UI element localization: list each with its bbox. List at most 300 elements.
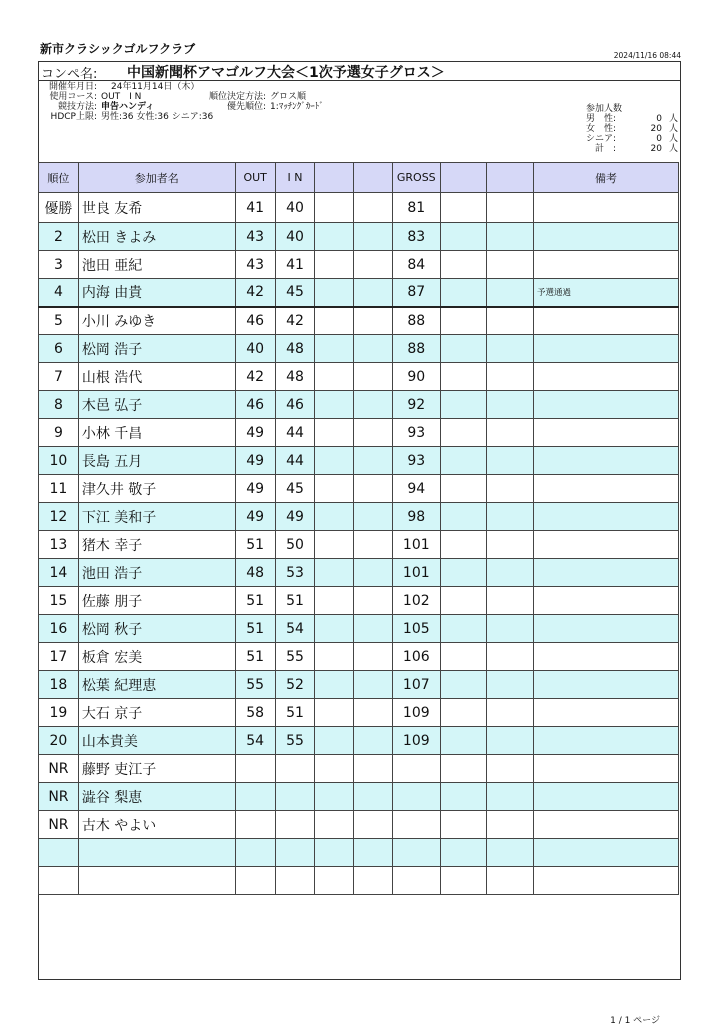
blank-cell	[487, 587, 534, 615]
blank-cell	[354, 615, 393, 643]
player-name-cell: 津久井 敬子	[78, 475, 235, 503]
blank-cell	[487, 559, 534, 587]
blank-cell	[354, 755, 393, 783]
remarks-cell	[533, 335, 678, 363]
player-name-cell: 板倉 宏美	[78, 643, 235, 671]
out-score-cell: 51	[235, 615, 275, 643]
count-label: 女 性:	[586, 124, 617, 134]
count-label: 計 :	[586, 144, 617, 154]
blank-cell	[315, 615, 354, 643]
gross-score-cell: 88	[392, 335, 440, 363]
blank-cell	[440, 783, 487, 811]
order-label: 順位決定方法:	[208, 92, 266, 102]
blank-cell	[354, 391, 393, 419]
player-name-cell: 佐藤 朋子	[78, 587, 235, 615]
in-score-cell: 48	[275, 335, 315, 363]
rank-cell: 13	[39, 531, 79, 559]
in-score-cell: 45	[275, 279, 315, 307]
gross-score-cell: 106	[392, 643, 440, 671]
blank-cell	[315, 193, 354, 223]
table-row	[39, 391, 679, 419]
blank-cell	[315, 419, 354, 447]
blank-cell	[440, 279, 487, 307]
table-row	[39, 867, 679, 895]
remarks-cell	[533, 643, 678, 671]
blank-cell	[487, 475, 534, 503]
blank-cell	[354, 503, 393, 531]
count-label: シニア:	[586, 134, 617, 144]
blank-cell	[487, 615, 534, 643]
remarks-cell	[533, 867, 678, 895]
blank-cell	[487, 811, 534, 839]
blank-cell	[440, 447, 487, 475]
player-name-cell: 池田 浩子	[78, 559, 235, 587]
rank-cell: 8	[39, 391, 79, 419]
course-value: OUT I N	[101, 92, 142, 102]
count-value: 20	[650, 144, 662, 154]
blank-cell	[440, 811, 487, 839]
remarks-cell	[533, 363, 678, 391]
blank-cell	[487, 783, 534, 811]
table-row	[39, 643, 679, 671]
blank-cell	[440, 223, 487, 251]
blank-cell	[440, 193, 487, 223]
out-score-cell: 55	[235, 671, 275, 699]
gross-score-cell: 105	[392, 615, 440, 643]
blank-cell	[315, 475, 354, 503]
column-header: GROSS	[392, 163, 440, 193]
blank-cell	[440, 251, 487, 279]
blank-cell	[487, 251, 534, 279]
in-score-cell: 50	[275, 531, 315, 559]
gross-score-cell: 92	[392, 391, 440, 419]
gross-score-cell: 88	[392, 307, 440, 335]
rank-cell	[39, 839, 79, 867]
blank-cell	[354, 223, 393, 251]
out-score-cell: 43	[235, 223, 275, 251]
remarks-cell	[533, 447, 678, 475]
blank-cell	[487, 307, 534, 335]
priority-label: 優先順位:	[226, 102, 266, 112]
out-score-cell: 49	[235, 475, 275, 503]
blank-cell	[315, 559, 354, 587]
gross-score-cell: 98	[392, 503, 440, 531]
count-row	[586, 114, 678, 124]
out-score-cell: 49	[235, 447, 275, 475]
blank-cell	[354, 811, 393, 839]
count-row	[586, 144, 678, 154]
gross-score-cell: 107	[392, 671, 440, 699]
count-label: 男 性:	[586, 114, 617, 124]
gross-score-cell: 84	[392, 251, 440, 279]
out-score-cell: 42	[235, 363, 275, 391]
column-header	[487, 163, 534, 193]
in-score-cell: 41	[275, 251, 315, 279]
blank-cell	[487, 363, 534, 391]
blank-cell	[315, 531, 354, 559]
gross-score-cell	[392, 867, 440, 895]
player-name-cell: 古木 やよい	[78, 811, 235, 839]
rank-cell: 10	[39, 447, 79, 475]
blank-cell	[440, 503, 487, 531]
out-score-cell: 51	[235, 587, 275, 615]
blank-cell	[354, 193, 393, 223]
gross-score-cell: 109	[392, 699, 440, 727]
remarks-cell	[533, 615, 678, 643]
blank-cell	[487, 671, 534, 699]
table-row	[39, 755, 679, 783]
gross-score-cell: 109	[392, 727, 440, 755]
blank-cell	[315, 811, 354, 839]
table-header-row	[39, 163, 679, 193]
player-name-cell: 大石 京子	[78, 699, 235, 727]
rank-cell: 優勝	[39, 193, 79, 223]
table-row	[39, 223, 679, 251]
in-score-cell	[275, 867, 315, 895]
blank-cell	[354, 279, 393, 307]
out-score-cell: 48	[235, 559, 275, 587]
blank-cell	[440, 475, 487, 503]
in-score-cell: 40	[275, 193, 315, 223]
blank-cell	[315, 391, 354, 419]
in-score-cell: 55	[275, 643, 315, 671]
player-name-cell: 藤野 吏江子	[78, 755, 235, 783]
rank-cell: 20	[39, 727, 79, 755]
blank-cell	[487, 531, 534, 559]
blank-cell	[354, 251, 393, 279]
remarks-cell	[533, 223, 678, 251]
blank-cell	[487, 503, 534, 531]
rank-cell: 3	[39, 251, 79, 279]
player-name-cell: 澁谷 梨恵	[78, 783, 235, 811]
counts-title: 参加人数	[586, 104, 623, 114]
out-score-cell: 42	[235, 279, 275, 307]
participant-counts	[586, 104, 678, 154]
blank-cell	[440, 531, 487, 559]
out-score-cell	[235, 867, 275, 895]
rank-cell: 2	[39, 223, 79, 251]
table-row	[39, 193, 679, 223]
remarks-cell	[533, 699, 678, 727]
date-value: 24年11月14日（木）	[111, 82, 200, 92]
blank-cell	[487, 643, 534, 671]
count-value: 20	[650, 124, 662, 134]
blank-cell	[487, 223, 534, 251]
out-score-cell: 51	[235, 531, 275, 559]
in-score-cell	[275, 839, 315, 867]
table-row	[39, 699, 679, 727]
order-value: グロス順	[270, 92, 307, 102]
table-row	[39, 251, 679, 279]
in-score-cell: 53	[275, 559, 315, 587]
blank-cell	[487, 755, 534, 783]
competition-name: 中国新聞杯アマゴルフ大会＜1次予選女子グロス＞	[127, 65, 445, 81]
blank-cell	[487, 699, 534, 727]
out-score-cell	[235, 755, 275, 783]
table-row	[39, 727, 679, 755]
blank-cell	[487, 193, 534, 223]
rank-cell: 16	[39, 615, 79, 643]
out-score-cell: 41	[235, 193, 275, 223]
remarks-cell	[533, 811, 678, 839]
event-info-right	[194, 92, 324, 112]
out-score-cell: 54	[235, 727, 275, 755]
remarks-cell	[533, 419, 678, 447]
remarks-cell: 予選通過	[533, 279, 678, 307]
blank-cell	[315, 503, 354, 531]
blank-cell	[315, 335, 354, 363]
table-row	[39, 279, 679, 307]
in-score-cell: 51	[275, 699, 315, 727]
blank-cell	[354, 475, 393, 503]
in-score-cell: 51	[275, 587, 315, 615]
player-name-cell: 小川 みゆき	[78, 307, 235, 335]
gross-score-cell: 94	[392, 475, 440, 503]
count-unit: 人	[668, 144, 678, 154]
player-name-cell: 池田 亜紀	[78, 251, 235, 279]
gross-score-cell: 87	[392, 279, 440, 307]
remarks-cell	[533, 193, 678, 223]
out-score-cell: 49	[235, 503, 275, 531]
blank-cell	[354, 727, 393, 755]
column-header: 順位	[39, 163, 79, 193]
rank-cell: 12	[39, 503, 79, 531]
remarks-cell	[533, 671, 678, 699]
title-bar	[39, 62, 680, 81]
rank-cell: NR	[39, 783, 79, 811]
remarks-cell	[533, 475, 678, 503]
gross-score-cell: 93	[392, 419, 440, 447]
player-name-cell: 松田 きよみ	[78, 223, 235, 251]
blank-cell	[440, 839, 487, 867]
blank-cell	[315, 839, 354, 867]
blank-cell	[354, 363, 393, 391]
count-unit: 人	[668, 134, 678, 144]
player-name-cell: 山根 浩代	[78, 363, 235, 391]
player-name-cell: 長島 五月	[78, 447, 235, 475]
in-score-cell: 55	[275, 727, 315, 755]
remarks-cell	[533, 531, 678, 559]
table-row	[39, 335, 679, 363]
column-header	[354, 163, 393, 193]
blank-cell	[315, 307, 354, 335]
rank-cell: NR	[39, 755, 79, 783]
rank-cell: 5	[39, 307, 79, 335]
remarks-cell	[533, 587, 678, 615]
gross-score-cell	[392, 839, 440, 867]
rank-cell: NR	[39, 811, 79, 839]
blank-cell	[440, 559, 487, 587]
remarks-cell	[533, 503, 678, 531]
table-row	[39, 307, 679, 335]
out-score-cell: 40	[235, 335, 275, 363]
remarks-cell	[533, 839, 678, 867]
blank-cell	[440, 419, 487, 447]
gross-score-cell: 90	[392, 363, 440, 391]
player-name-cell	[78, 839, 235, 867]
blank-cell	[487, 391, 534, 419]
player-name-cell: 木邑 弘子	[78, 391, 235, 419]
in-score-cell: 54	[275, 615, 315, 643]
table-row	[39, 559, 679, 587]
in-score-cell: 46	[275, 391, 315, 419]
out-score-cell	[235, 811, 275, 839]
gross-score-cell: 81	[392, 193, 440, 223]
gross-score-cell: 83	[392, 223, 440, 251]
player-name-cell: 山本貴美	[78, 727, 235, 755]
results-table	[38, 162, 679, 895]
blank-cell	[354, 531, 393, 559]
count-row	[586, 134, 678, 144]
blank-cell	[354, 867, 393, 895]
blank-cell	[315, 363, 354, 391]
in-score-cell: 45	[275, 475, 315, 503]
blank-cell	[440, 671, 487, 699]
blank-cell	[440, 643, 487, 671]
blank-cell	[487, 839, 534, 867]
player-name-cell: 猪木 幸子	[78, 531, 235, 559]
player-name-cell: 世良 友希	[78, 193, 235, 223]
column-header: 参加者名	[78, 163, 235, 193]
blank-cell	[354, 559, 393, 587]
table-row	[39, 671, 679, 699]
blank-cell	[354, 643, 393, 671]
gross-score-cell	[392, 755, 440, 783]
blank-cell	[440, 363, 487, 391]
count-value: 0	[656, 114, 662, 124]
column-header: OUT	[235, 163, 275, 193]
gross-score-cell	[392, 783, 440, 811]
column-header	[315, 163, 354, 193]
results-sheet	[38, 61, 681, 980]
rank-cell: 6	[39, 335, 79, 363]
blank-cell	[354, 447, 393, 475]
table-row	[39, 503, 679, 531]
player-name-cell: 小林 千昌	[78, 419, 235, 447]
blank-cell	[315, 587, 354, 615]
count-value: 0	[656, 134, 662, 144]
table-row	[39, 615, 679, 643]
column-header: I N	[275, 163, 315, 193]
in-score-cell	[275, 811, 315, 839]
blank-cell	[315, 447, 354, 475]
blank-cell	[315, 755, 354, 783]
blank-cell	[354, 587, 393, 615]
blank-cell	[354, 419, 393, 447]
page-number: 1 / 1 ページ	[610, 1016, 660, 1026]
blank-cell	[487, 727, 534, 755]
blank-cell	[487, 279, 534, 307]
in-score-cell: 42	[275, 307, 315, 335]
remarks-cell	[533, 727, 678, 755]
method-value: 申告ハンディ	[101, 102, 155, 112]
rank-cell: 11	[39, 475, 79, 503]
player-name-cell: 松葉 紀理恵	[78, 671, 235, 699]
blank-cell	[354, 335, 393, 363]
blank-cell	[315, 643, 354, 671]
player-name-cell: 下江 美和子	[78, 503, 235, 531]
gross-score-cell: 93	[392, 447, 440, 475]
competition-label: コンペ名:	[41, 67, 98, 82]
count-unit: 人	[668, 124, 678, 134]
table-row	[39, 587, 679, 615]
rank-cell: 4	[39, 279, 79, 307]
rank-cell: 9	[39, 419, 79, 447]
club-name: 新市クラシックゴルフクラブ	[40, 42, 196, 56]
rank-cell: 18	[39, 671, 79, 699]
in-score-cell: 44	[275, 447, 315, 475]
remarks-cell	[533, 307, 678, 335]
course-label: 使用コース:	[49, 92, 97, 102]
blank-cell	[354, 307, 393, 335]
rank-cell: 7	[39, 363, 79, 391]
out-score-cell: 46	[235, 307, 275, 335]
blank-cell	[315, 727, 354, 755]
date-label: 開催年月日:	[48, 82, 97, 92]
gross-score-cell: 102	[392, 587, 440, 615]
rank-cell: 17	[39, 643, 79, 671]
player-name-cell: 内海 由貴	[78, 279, 235, 307]
in-score-cell: 44	[275, 419, 315, 447]
out-score-cell	[235, 783, 275, 811]
blank-cell	[487, 447, 534, 475]
table-row	[39, 531, 679, 559]
in-score-cell: 49	[275, 503, 315, 531]
out-score-cell: 46	[235, 391, 275, 419]
blank-cell	[440, 391, 487, 419]
player-name-cell: 松岡 秋子	[78, 615, 235, 643]
remarks-cell	[533, 559, 678, 587]
remarks-cell	[533, 251, 678, 279]
table-row	[39, 783, 679, 811]
out-score-cell	[235, 839, 275, 867]
blank-cell	[354, 699, 393, 727]
blank-cell	[315, 279, 354, 307]
blank-cell	[354, 671, 393, 699]
blank-cell	[315, 783, 354, 811]
table-row	[39, 363, 679, 391]
priority-value: 1:ﾏｯﾁﾝｸﾞｶｰﾄﾞ	[270, 102, 324, 112]
blank-cell	[440, 727, 487, 755]
gross-score-cell	[392, 811, 440, 839]
rank-cell	[39, 867, 79, 895]
remarks-cell	[533, 783, 678, 811]
in-score-cell	[275, 755, 315, 783]
column-header	[440, 163, 487, 193]
blank-cell	[440, 699, 487, 727]
blank-cell	[440, 867, 487, 895]
blank-cell	[315, 223, 354, 251]
count-unit: 人	[668, 114, 678, 124]
blank-cell	[440, 587, 487, 615]
player-name-cell	[78, 867, 235, 895]
player-name-cell: 松岡 浩子	[78, 335, 235, 363]
in-score-cell: 48	[275, 363, 315, 391]
out-score-cell: 58	[235, 699, 275, 727]
table-row	[39, 419, 679, 447]
blank-cell	[354, 783, 393, 811]
rank-cell: 14	[39, 559, 79, 587]
rank-cell: 19	[39, 699, 79, 727]
out-score-cell: 51	[235, 643, 275, 671]
blank-cell	[315, 671, 354, 699]
table-row	[39, 811, 679, 839]
remarks-cell	[533, 755, 678, 783]
method-label: 競技方法:	[57, 102, 97, 112]
blank-cell	[315, 867, 354, 895]
table-row	[39, 447, 679, 475]
remarks-cell	[533, 391, 678, 419]
